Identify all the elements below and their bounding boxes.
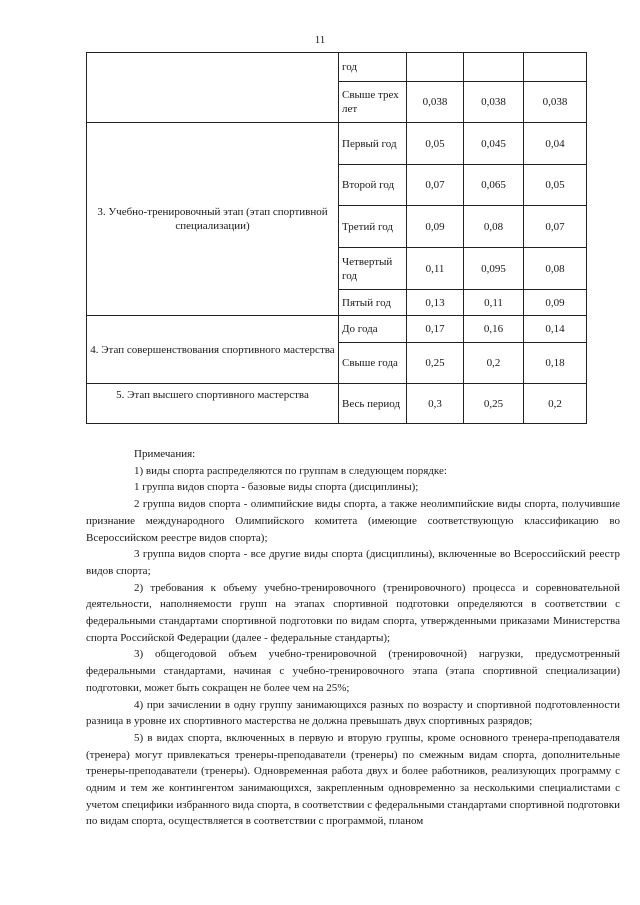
value-cell: 0,08 [524, 248, 587, 290]
value-cell [464, 53, 524, 82]
year-cell: Весь период [339, 384, 407, 424]
note-paragraph: 3 группа видов спорта - все другие виды спорта (дисциплины), включенные во Всероссийский реестр видов спорта; [86, 548, 620, 577]
value-cell: 0,05 [407, 123, 464, 165]
value-cell: 0,2 [464, 343, 524, 384]
stage-cell [87, 53, 339, 123]
note-paragraph: 5) в видах спорта, включенных в первую и вторую группы, кроме основного тренера-преподавателя (тренера) могут привлекаться тренеры-преподаватели (тренеры) по смежным видам спорта, дополнительные тренеры-преподаватели (тренеры). Одновременная работа двух и более работников, реализующих программу с одним и тем же контингентом занимающихся, закрепленным одновременно за несколькими специалистами с учетом специфики избранного вида спорта, в соответствии с федеральными стандартами спортивной подготовки по видам спорта, осуществляется в соответствии с программой, планом [86, 731, 620, 828]
value-cell: 0,04 [524, 123, 587, 165]
value-cell: 0,18 [524, 343, 587, 384]
value-cell: 0,17 [407, 316, 464, 343]
value-cell: 0,3 [407, 384, 464, 424]
value-cell [524, 53, 587, 82]
value-cell: 0,25 [407, 343, 464, 384]
value-cell: 0,038 [464, 82, 524, 123]
value-cell: 0,09 [407, 206, 464, 248]
table-row [87, 123, 587, 165]
value-cell: 0,2 [524, 384, 587, 424]
note-paragraph: 1 группа видов спорта - базовые виды спорта (дисциплины); [134, 481, 419, 494]
notes-title: Примечания: [134, 448, 196, 460]
stage-cell: 3. Учебно-тренировочный этап (этап спортивной специализации) [87, 123, 339, 316]
note-paragraph: 3) общегодовой объем учебно-тренировочной (тренировочной) нагрузки, предусмотренный федеральными стандартами, начиная с учебно-тренировочного этапа (этапа спортивной специализации) подготовки, может быть сокращен не более чем на 25%; [86, 648, 620, 694]
table-row [87, 53, 587, 82]
value-cell: 0,07 [407, 165, 464, 206]
value-cell: 0,05 [524, 165, 587, 206]
value-cell: 0,25 [464, 384, 524, 424]
value-cell: 0,045 [464, 123, 524, 165]
coefficient-table [86, 52, 587, 424]
year-cell: До года [339, 316, 407, 343]
year-cell: Свыше года [339, 343, 407, 384]
value-cell [407, 53, 464, 82]
year-cell: Первый год [339, 123, 407, 165]
year-cell: год [339, 53, 407, 82]
page-number: 11 [314, 34, 326, 46]
note-paragraph: 2) требования к объему учебно-тренировочного (тренировочного) процесса и соревновательной деятельности, наполняемости групп на этапах спортивной подготовки определяются в соответствии с федеральными стандартами спортивной подготовки по видам спорта, утвержденными приказами Министерства спорта Российской Федерации (далее - федеральные стандарты); [86, 581, 620, 644]
value-cell: 0,038 [524, 82, 587, 123]
stage-cell: 5. Этап высшего спортивного мастерства [87, 384, 339, 424]
value-cell: 0,09 [524, 290, 587, 316]
value-cell: 0,13 [407, 290, 464, 316]
table-row [87, 384, 587, 424]
value-cell: 0,038 [407, 82, 464, 123]
note-paragraph: 2 группа видов спорта - олимпийские виды спорта, а также неолимпийские виды спорта, получившие признание международного Олимпийского комитета (имеющие соответствующую классификацию во Всероссийском реестре видов спорта); [86, 498, 620, 544]
note-paragraph: 4) при зачислении в одну группу занимающихся разных по возрасту и спортивной подготовленности разница в уровне их спортивного мастерства не должна превышать двух спортивных разрядов; [86, 698, 620, 728]
stage-cell: 4. Этап совершенствования спортивного мастерства [87, 316, 339, 384]
value-cell: 0,11 [464, 290, 524, 316]
value-cell: 0,08 [464, 206, 524, 248]
value-cell: 0,07 [524, 206, 587, 248]
value-cell: 0,065 [464, 165, 524, 206]
year-cell: Третий год [339, 206, 407, 248]
year-cell: Пятый год [339, 290, 407, 316]
value-cell: 0,11 [407, 248, 464, 290]
notes-section [86, 446, 620, 830]
table-row [87, 316, 587, 343]
note-paragraph: 1) виды спорта распределяются по группам в следующем порядке: [134, 464, 447, 477]
year-cell: Четвертый год [339, 248, 407, 290]
value-cell: 0,095 [464, 248, 524, 290]
value-cell: 0,14 [524, 316, 587, 343]
year-cell: Свыше трех лет [339, 82, 407, 123]
year-cell: Второй год [339, 165, 407, 206]
value-cell: 0,16 [464, 316, 524, 343]
